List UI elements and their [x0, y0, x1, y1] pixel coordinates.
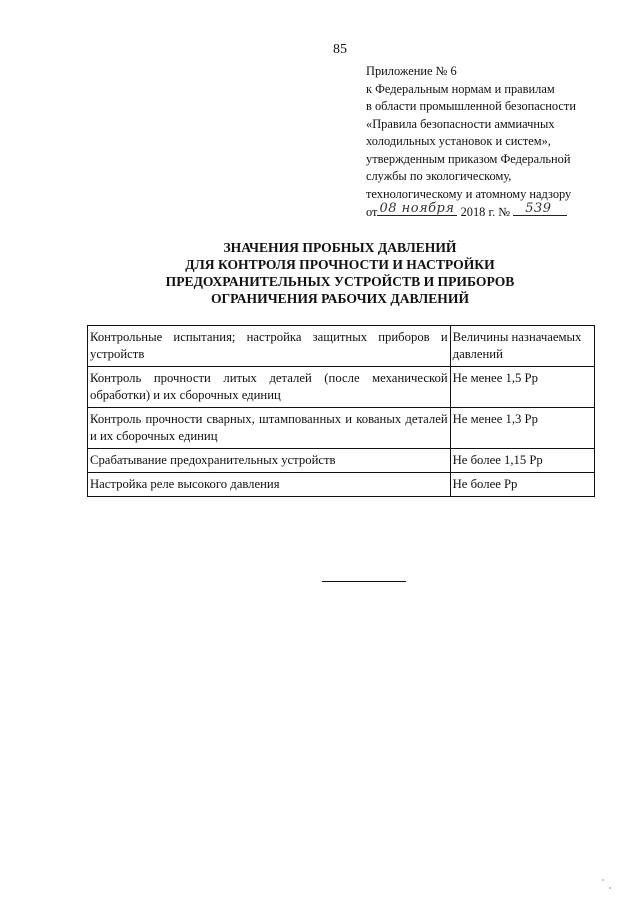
value-cell: Не менее 1,5 Рр: [450, 367, 594, 408]
test-cell: Контроль прочности литых деталей (после механической обработки) и их сборочных единиц: [88, 367, 451, 408]
table-header-row: [88, 326, 595, 367]
number-blank: [513, 200, 567, 216]
scan-speck: [609, 887, 611, 889]
table-row: [88, 449, 595, 473]
appendix-line: утвержденным приказом Федеральной: [366, 151, 571, 166]
value-cell: Не более Рр: [450, 473, 594, 497]
pressure-table: [87, 325, 595, 497]
header-values: Величины назначаемых давлений: [450, 326, 594, 367]
header-tests: Контрольные испытания; настройка защитных приборов и устройств: [88, 326, 451, 367]
table-row: [88, 473, 595, 497]
table-row: [88, 367, 595, 408]
page-number: 85: [333, 42, 347, 57]
test-cell: Срабатывание предохранительных устройств: [88, 449, 451, 473]
title-line: ПРЕДОХРАНИТЕЛЬНЫХ УСТРОЙСТВ И ПРИБОРОВ: [165, 274, 515, 289]
title-line: ЗНАЧЕНИЯ ПРОБНЫХ ДАВЛЕНИЙ: [223, 240, 457, 255]
year-text: 2018 г. №: [460, 205, 511, 219]
appendix-block: [366, 63, 630, 222]
appendix-line: холодильных установок и систем»,: [366, 134, 551, 148]
title-line: ДЛЯ КОНТРОЛЯ ПРОЧНОСТИ И НАСТРОЙКИ: [185, 257, 495, 272]
scan-speck: [602, 879, 604, 881]
appendix-label: Приложение № 6: [366, 64, 457, 78]
appendix-line: в области промышленной безопасности: [366, 99, 576, 113]
appendix-line: «Правила безопасности аммиачных: [366, 116, 555, 131]
appendix-line: службы по экологическому,: [366, 169, 512, 183]
end-separator-line: [322, 581, 406, 582]
test-cell: Настройка реле высокого давления: [88, 473, 451, 497]
appendix-line: к Федеральным нормам и правилам: [366, 81, 555, 96]
table-row: [88, 408, 595, 449]
value-cell: Не менее 1,3 Рр: [450, 408, 594, 449]
date-prefix: от: [366, 205, 378, 219]
handwritten-date: 08 ноября: [379, 200, 455, 216]
appendix-line: технологическому и атомному надзору: [366, 186, 572, 201]
document-title: [0, 239, 640, 307]
date-blank: [377, 200, 457, 216]
order-date-line: [366, 200, 630, 222]
title-line: ОГРАНИЧЕНИЯ РАБОЧИХ ДАВЛЕНИЙ: [210, 291, 470, 306]
value-cell: Не более 1,15 Рр: [450, 449, 594, 473]
test-cell: Контроль прочности сварных, штампованных и кованых деталей и их сборочных единиц: [88, 408, 451, 449]
handwritten-number: 539: [525, 200, 552, 216]
